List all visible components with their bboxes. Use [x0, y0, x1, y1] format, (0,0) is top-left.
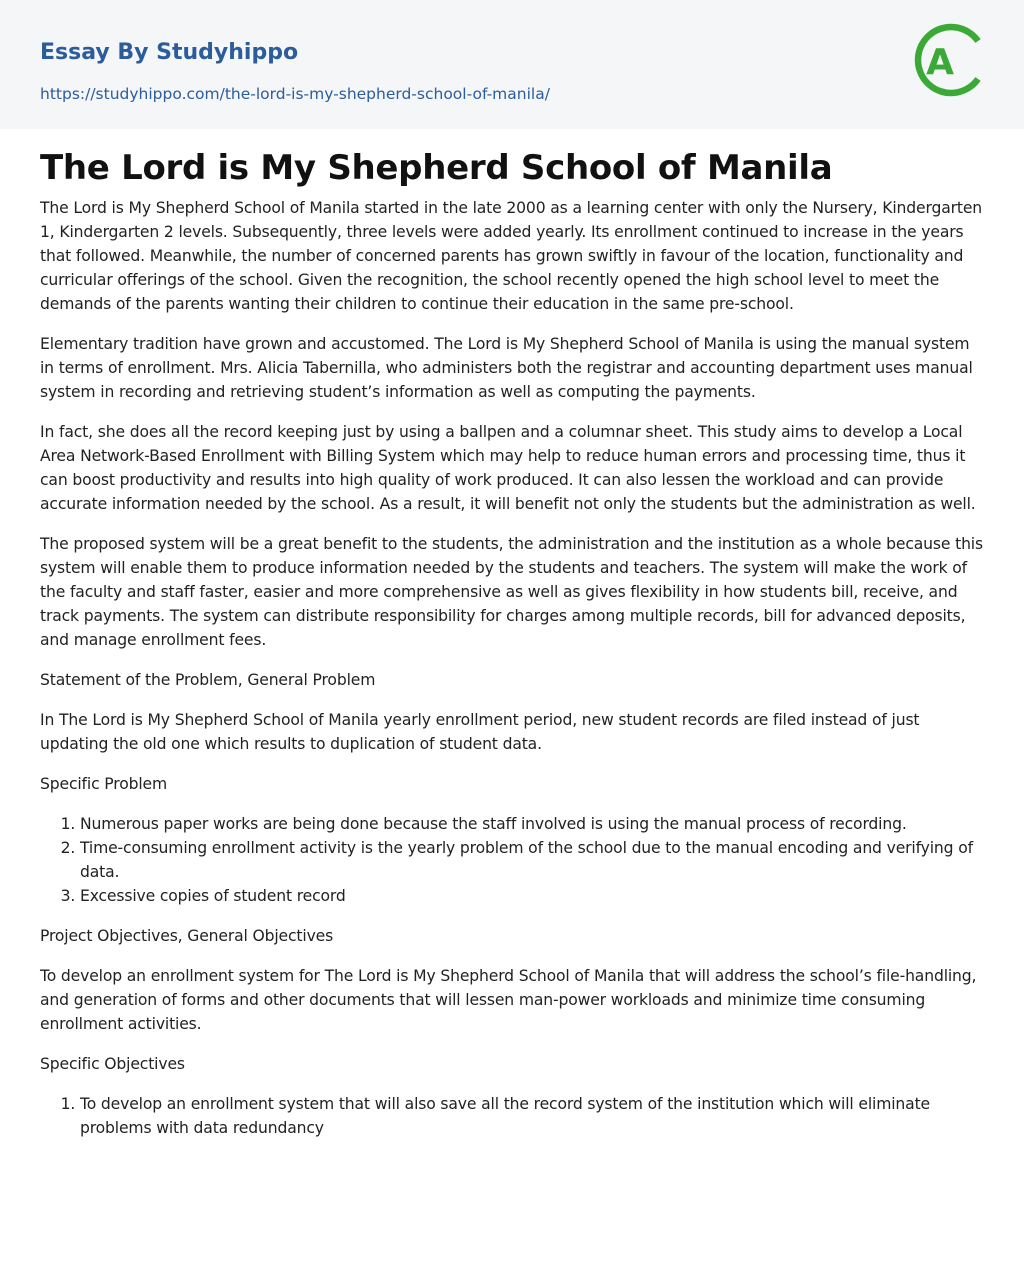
section-heading-objectives: Project Objectives, General Objectives	[40, 927, 334, 945]
section-heading-specific-problem: Specific Problem	[40, 775, 168, 793]
paragraph: In fact, she does all the record keeping just by using a ballpen and a columnar sheet. This study aims to develop a Local Area Network-Based Enrollment with Billing System which may help to reduce human errors and processing time, thus it can boost productivity and results into high quality of work produced. It can also lessen the workload and can provide accurate information needed by the school. As a result, it will benefit not only the students but the administration as well.	[40, 423, 976, 513]
page-title: The Lord is My Shepherd School of Manila	[40, 148, 833, 188]
list-item: 1. To develop an enrollment system that will also save all the record system of the institution which will eliminate problems with data redundancy	[80, 1092, 984, 1140]
paragraph: The proposed system will be a great benefit to the students, the administration and the institution as a whole because this system will enable them to produce information needed by the students and teachers. The system will make the work of the faculty and staff faster, easier and more comprehensive as well as gives flexibility in how students bill, receive, and track payments. The system can distribute responsibility for charges among multiple records, bill for advanced deposits, and manage enrollment fees.	[40, 535, 983, 649]
article-url-link[interactable]: https://studyhippo.com/the-lord-is-my-shepherd-school-of-manila/	[40, 85, 550, 103]
site-header	[0, 0, 1024, 129]
specific-objectives-list	[40, 1092, 984, 1140]
list-item: 2. Time-consuming enrollment activity is the yearly problem of the school due to the manual encoding and verifying of data.	[80, 836, 984, 884]
brand-title[interactable]: Essay By Studyhippo	[40, 40, 299, 65]
section-heading-specific-objectives: Specific Objectives	[40, 1055, 185, 1073]
paragraph: To develop an enrollment system for The Lord is My Shepherd School of Manila that will address the school’s file-handling, and generation of forms and other documents that will lessen man-power workloads and minimize time consuming enrollment activities.	[40, 967, 977, 1033]
paragraph: In The Lord is My Shepherd School of Manila yearly enrollment period, new student records are filed instead of just updating the old one which results to duplication of student data.	[40, 711, 920, 753]
paragraph: The Lord is My Shepherd School of Manila started in the late 2000 as a learning center with only the Nursery, Kindergarten 1, Kindergarten 2 levels. Subsequently, three levels were added yearly. Its enrollment continued to increase in the years that followed. Meanwhile, the number of concerned parents has grown swiftly in favour of the location, functionality and curricular offerings of the school. Given the recognition, the school recently opened the high school level to meet the demands of the parents wanting their children to continue their education in the same pre-school.	[40, 199, 983, 313]
paragraph: Elementary tradition have grown and accustomed. The Lord is My Shepherd School of Manila is using the manual system in terms of enrollment. Mrs. Alicia Tabernilla, who administers both the registrar and accounting department uses manual system in recording and retrieving student’s information as well as computing the payments.	[40, 335, 973, 401]
list-item: 1. Numerous paper works are being done because the staff involved is using the manual process of recording.	[80, 812, 984, 836]
list-item: 3. Excessive copies of student record	[80, 884, 984, 908]
specific-problems-list	[40, 812, 984, 908]
article-content	[0, 146, 1024, 1140]
section-heading-problem: Statement of the Problem, General Problem	[40, 671, 376, 689]
logo-letter: A	[926, 42, 954, 83]
studyhippo-logo-icon[interactable]	[912, 18, 986, 106]
